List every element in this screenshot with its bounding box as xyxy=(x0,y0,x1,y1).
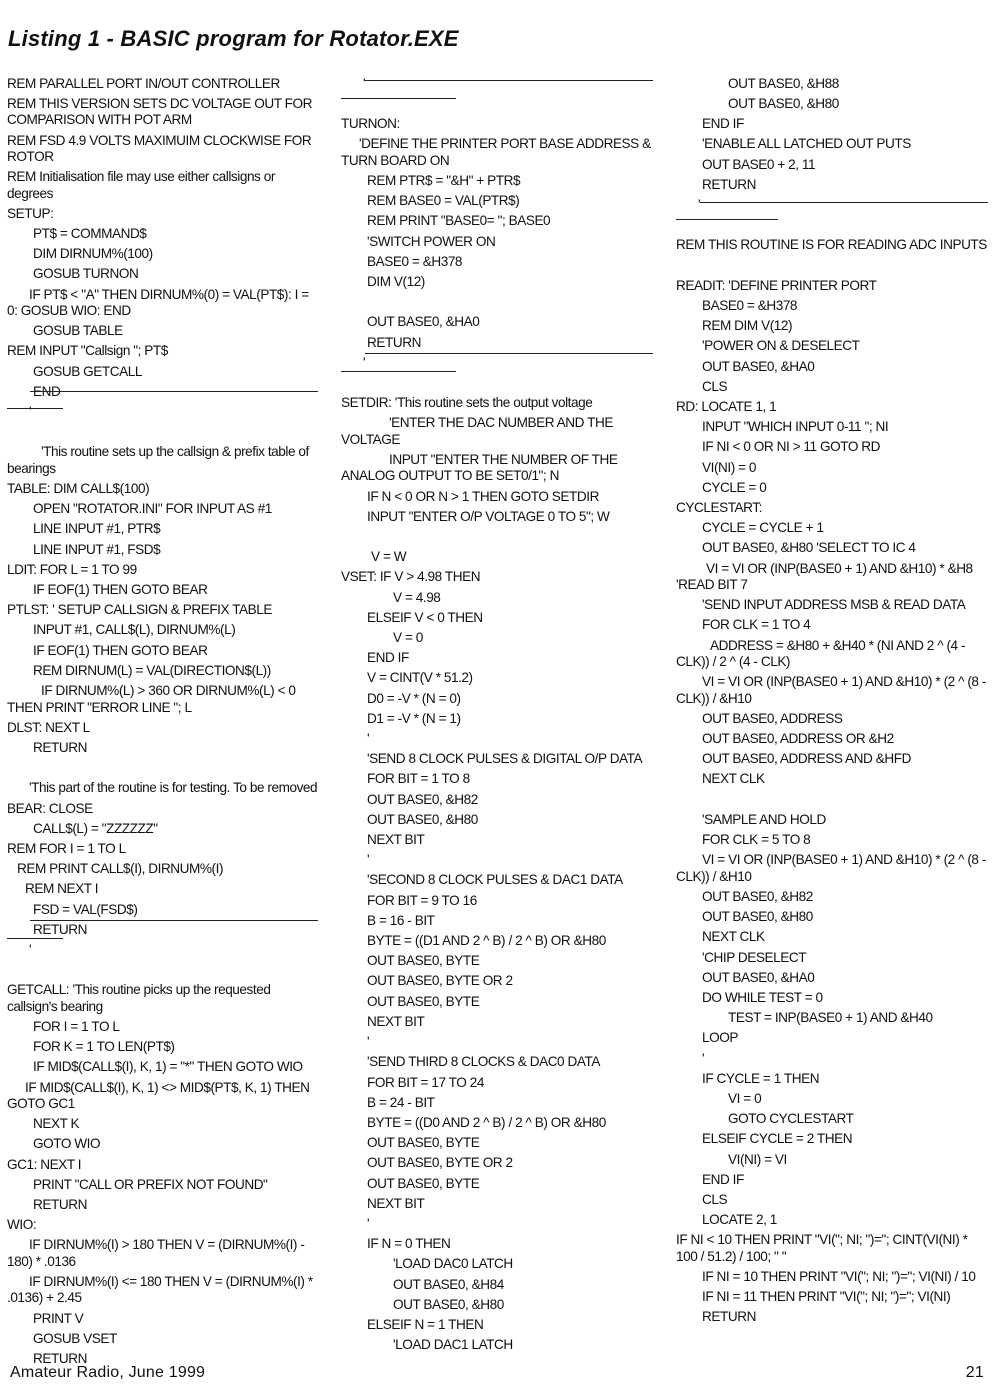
code-line: DO WHILE TEST = 0 xyxy=(702,989,823,1005)
code-line: FOR I = 1 TO L xyxy=(33,1018,120,1034)
code-line: PTLST: ' SETUP CALLSIGN & PREFIX TABLE xyxy=(7,602,273,618)
code-line: VI(NI) = 0 xyxy=(702,459,757,475)
code-line: V = CINT(V * 51.2) xyxy=(367,670,473,686)
code-line: REM Initialisation file may use either callsigns or degrees xyxy=(7,169,275,201)
code-line: BYTE = ((D1 AND 2 ^ B) / 2 ^ B) OR &H80 xyxy=(367,933,606,949)
code-line xyxy=(676,788,990,808)
code-line: 'This routine sets up the callsign & prefix table of bearings xyxy=(7,444,309,476)
code-line: IF DIRNUM%(I) <= 180 THEN V = (DIRNUM%(I) * .0136) + 2.45 xyxy=(7,1273,313,1306)
code-line: REM PARALLEL PORT IN/OUT CONTROLLER xyxy=(7,75,280,91)
code-line xyxy=(341,525,656,545)
code-line: OPEN "ROTATOR.INI" FOR INPUT AS #1 xyxy=(33,501,272,517)
code-line: BYTE = ((D0 AND 2 ^ B) / 2 ^ B) OR &H80 xyxy=(367,1114,606,1130)
page-number: 21 xyxy=(965,1364,984,1381)
code-line: FOR K = 1 TO LEN(PT$) xyxy=(33,1039,175,1055)
code-line: INPUT "ENTER O/P VOLTAGE 0 TO 5"; W xyxy=(367,508,610,524)
code-line: GOTO CYCLESTART xyxy=(728,1111,854,1127)
code-line: WIO: xyxy=(7,1217,37,1233)
code-line: TABLE: DIM CALL$(100) xyxy=(7,481,150,497)
code-line: REM PTR$ = "&H" + PTR$ xyxy=(367,173,521,188)
code-line: 'LOAD DAC1 LATCH xyxy=(393,1337,513,1353)
code-line: END xyxy=(33,383,61,399)
code-line: REM FSD 4.9 VOLTS MAXIMUIM CLOCKWISE FOR ROTOR xyxy=(7,132,312,165)
code-line: 'LOAD DAC0 LATCH xyxy=(393,1256,513,1272)
code-line: ELSEIF V < 0 THEN xyxy=(367,609,483,625)
separator-rule xyxy=(341,98,456,99)
code-line: OUT BASE0, &HA0 xyxy=(367,314,480,330)
code-column-3 xyxy=(676,72,990,1326)
code-line: 'SAMPLE AND HOLD xyxy=(702,811,826,827)
code-line: NEXT BIT xyxy=(367,1013,425,1029)
code-line: OUT BASE0, ADDRESS xyxy=(702,710,843,726)
code-line: OUT BASE0, ADDRESS OR &H2 xyxy=(702,731,894,747)
code-line: RETURN xyxy=(33,1350,87,1366)
code-line: LOOP xyxy=(702,1030,738,1046)
code-line: 'This part of the routine is for testing. To be removed xyxy=(29,780,318,796)
code-line xyxy=(341,371,656,391)
code-line: ' xyxy=(29,404,32,420)
code-line: IF N = 0 THEN xyxy=(367,1236,451,1252)
code-line: END IF xyxy=(367,650,409,666)
code-line: REM THIS VERSION SETS DC VOLTAGE OUT FOR COMPARISON WITH POT ARM xyxy=(7,96,313,128)
code-line: IF DIRNUM%(I) > 180 THEN V = (DIRNUM%(I) - 180) * .0136 xyxy=(7,1237,305,1269)
separator-rule xyxy=(341,371,456,372)
code-line: IF EOF(1) THEN GOTO BEAR xyxy=(33,642,208,658)
code-line: RETURN xyxy=(702,1309,756,1325)
code-line: IF NI = 10 THEN PRINT "VI("; NI; ")="; VI(NI) / 10 xyxy=(702,1268,976,1284)
code-column-1 xyxy=(7,72,320,1367)
code-line: END IF xyxy=(702,116,744,132)
code-line: D1 = -V * (N = 1) xyxy=(367,710,461,726)
code-line: IF CYCLE = 1 THEN xyxy=(702,1070,820,1086)
code-line: FOR BIT = 1 TO 8 xyxy=(367,771,470,787)
code-line: SETUP: xyxy=(7,205,54,221)
code-line: IF PT$ < "A" THEN DIRNUM%(0) = VAL(PT$): I = 0: GOSUB WIO: END xyxy=(7,286,309,319)
code-line: ELSEIF N = 1 THEN xyxy=(367,1316,484,1332)
code-line: CYCLESTART: xyxy=(676,500,762,516)
code-line: 'ENTER THE DAC NUMBER AND THE VOLTAGE xyxy=(341,415,613,447)
code-line: REM NEXT I xyxy=(25,881,99,897)
code-line: LDIT: FOR L = 1 TO 99 xyxy=(7,561,137,577)
code-line: GOSUB TABLE xyxy=(33,323,123,339)
code-line: B = 24 - BIT xyxy=(367,1094,435,1110)
code-line: END IF xyxy=(702,1171,744,1187)
code-line: OUT BASE0, ADDRESS AND &HFD xyxy=(702,751,911,767)
code-line: 'SEND INPUT ADDRESS MSB & READ DATA xyxy=(702,597,966,613)
code-line: DLST: NEXT L xyxy=(7,719,90,735)
code-line: REM BASE0 = VAL(PTR$) xyxy=(367,193,520,209)
code-line: FOR CLK = 1 TO 4 xyxy=(702,617,811,633)
separator-rule xyxy=(365,80,653,81)
code-line: OUT BASE0, &H82 xyxy=(367,791,478,807)
code-line: VI = VI OR (INP(BASE0 + 1) AND &H10) * (2 ^ (8 - CLK)) / &H10 xyxy=(676,674,986,706)
separator-rule xyxy=(700,202,988,203)
code-line: GOSUB VSET xyxy=(33,1330,117,1346)
code-line: IF N < 0 OR N > 1 THEN GOTO SETDIR xyxy=(367,488,599,504)
code-line: INPUT #1, CALL$(L), DIRNUM%(L) xyxy=(33,622,236,638)
code-line: OUT BASE0, &HA0 xyxy=(702,969,815,985)
code-line: INPUT "ENTER THE NUMBER OF THE ANALOG OUTPUT TO BE SET0/1"; N xyxy=(341,452,618,484)
code-line: GOTO WIO xyxy=(33,1136,101,1152)
code-line xyxy=(341,290,656,310)
listing-title: Listing 1 - BASIC program for Rotator.EXE xyxy=(8,26,459,51)
code-line: DIM DIRNUM%(100) xyxy=(33,246,153,262)
code-line: REM FOR I = 1 TO L xyxy=(7,840,126,856)
code-column-2 xyxy=(341,72,656,1354)
code-line: OUT BASE0, &H82 xyxy=(702,888,813,904)
code-line: 'SEND 8 CLOCK PULSES & DIGITAL O/P DATA xyxy=(367,751,643,767)
code-line: 'POWER ON & DESELECT xyxy=(702,338,860,354)
code-line: IF DIRNUM%(L) > 360 OR DIRNUM%(L) < 0 THEN PRINT "ERROR LINE "; L xyxy=(7,683,296,715)
code-line: CALL$(L) = "ZZZZZZ" xyxy=(33,820,158,836)
code-line: ' xyxy=(29,941,32,957)
code-line: VSET: IF V > 4.98 THEN xyxy=(341,569,481,585)
code-line: GOSUB TURNON xyxy=(33,266,139,282)
code-line: 'SWITCH POWER ON xyxy=(367,233,496,249)
code-line: FOR CLK = 5 TO 8 xyxy=(702,832,811,848)
code-line: NEXT K xyxy=(33,1116,80,1132)
code-line: OUT BASE0, BYTE xyxy=(367,953,480,969)
code-line: OUT BASE0, &H80 'SELECT TO IC 4 xyxy=(702,540,916,556)
code-line: ' xyxy=(367,731,370,747)
code-line: LINE INPUT #1, PTR$ xyxy=(33,521,161,537)
code-line: BASE0 = &H378 xyxy=(702,298,798,313)
code-line: INPUT "WHICH INPUT 0-11 "; NI xyxy=(702,419,889,435)
separator-rule xyxy=(7,408,63,409)
code-line: OUT BASE0, BYTE OR 2 xyxy=(367,1155,513,1171)
code-line: IF NI = 11 THEN PRINT "VI("; NI; ")="; VI(NI) xyxy=(702,1289,951,1305)
code-line: V = 4.98 xyxy=(393,589,441,605)
code-line: READIT: 'DEFINE PRINTER PORT xyxy=(676,277,877,293)
code-line: 'CHIP DESELECT xyxy=(702,949,807,965)
code-line: 'ENABLE ALL LATCHED OUT PUTS xyxy=(702,136,911,152)
code-line: RETURN xyxy=(702,176,756,192)
code-line: NEXT CLK xyxy=(702,771,765,787)
code-line: OUT BASE0, &H80 xyxy=(367,811,478,827)
code-line: VI = VI OR (INP(BASE0 + 1) AND &H10) * (2 ^ (8 - CLK)) / &H10 xyxy=(676,852,986,884)
separator-rule xyxy=(30,920,318,921)
code-line: BEAR: CLOSE xyxy=(7,800,93,816)
code-line: GC1: NEXT I xyxy=(7,1156,82,1172)
code-line: REM PRINT "BASE0= "; BASE0 xyxy=(367,213,551,229)
code-line: IF NI < 0 OR NI > 11 GOTO RD xyxy=(702,439,881,455)
code-line: SETDIR: 'This routine sets the output voltage xyxy=(341,395,593,411)
footer-publication: Amateur Radio, June 1999 xyxy=(10,1364,206,1381)
code-line xyxy=(7,756,320,776)
code-line: IF EOF(1) THEN GOTO BEAR xyxy=(33,582,208,598)
code-line: DIM V(12) xyxy=(367,274,425,290)
code-line: FOR BIT = 17 TO 24 xyxy=(367,1074,484,1090)
code-line: ' xyxy=(367,1034,370,1050)
code-line: FSD = VAL(FSD$) xyxy=(33,901,138,917)
code-line: OUT BASE0, BYTE OR 2 xyxy=(367,973,513,989)
code-line: ' xyxy=(363,354,366,370)
code-line: 'DEFINE THE PRINTER PORT BASE ADDRESS & TURN BOARD ON xyxy=(341,136,651,168)
code-line: ADDRESS = &H80 + &H40 * (NI AND 2 ^ (4 - CLK)) / 2 ^ (4 - CLK) xyxy=(676,637,966,670)
code-line: IF MID$(CALL$(I), K, 1) = "*" THEN GOTO WIO xyxy=(33,1059,303,1075)
code-line xyxy=(341,92,656,112)
code-line: TURNON: xyxy=(341,116,400,132)
code-line: LOCATE 2, 1 xyxy=(702,1212,777,1228)
code-line: OUT BASE0, &H88 xyxy=(728,75,839,91)
code-line: VI(NI) = VI xyxy=(728,1151,787,1167)
code-line: BASE0 = &H378 xyxy=(367,253,463,269)
code-line: CLS xyxy=(702,378,728,394)
code-line: 'SEND THIRD 8 CLOCKS & DAC0 DATA xyxy=(367,1054,600,1070)
code-line: B = 16 - BIT xyxy=(367,912,435,928)
code-line: OUT BASE0 + 2, 11 xyxy=(702,156,816,172)
code-line: V = W xyxy=(371,549,407,565)
code-line xyxy=(676,254,990,274)
code-line: OUT BASE0, &HA0 xyxy=(702,358,815,374)
code-line: RETURN xyxy=(33,1196,87,1212)
code-line: REM PRINT CALL$(I), DIRNUM%(I) xyxy=(17,861,224,877)
code-line: RETURN xyxy=(367,334,421,350)
code-line: D0 = -V * (N = 0) xyxy=(367,690,461,706)
code-line: OUT BASE0, BYTE xyxy=(367,1175,480,1191)
code-line: CYCLE = CYCLE + 1 xyxy=(702,520,824,536)
code-line: ' xyxy=(702,1050,705,1066)
code-line: OUT BASE0, BYTE xyxy=(367,1135,480,1151)
code-line: FOR BIT = 9 TO 16 xyxy=(367,892,477,908)
code-line: REM THIS ROUTINE IS FOR READING ADC INPUTS xyxy=(676,237,987,253)
code-line xyxy=(7,420,320,440)
code-line: OUT BASE0, BYTE xyxy=(367,993,480,1009)
code-line: TEST = INP(BASE0 + 1) AND &H40 xyxy=(728,1010,933,1026)
code-line: OUT BASE0, &H80 xyxy=(702,909,813,925)
code-line: IF MID$(CALL$(I), K, 1) <> MID$(PT$, K, 1) THEN GOTO GC1 xyxy=(7,1079,310,1111)
code-line: ' xyxy=(367,1215,370,1231)
code-line: IF NI < 10 THEN PRINT "VI("; NI; ")="; CINT(VI(NI) * 100 / 51.2) / 100; " " xyxy=(676,1232,968,1264)
separator-rule xyxy=(30,391,318,392)
separator-rule xyxy=(676,219,778,220)
code-line: PRINT V xyxy=(33,1310,84,1326)
code-line: REM DIM V(12) xyxy=(702,318,793,334)
code-line: RD: LOCATE 1, 1 xyxy=(676,399,777,415)
code-line: NEXT BIT xyxy=(367,832,425,848)
code-line: RETURN xyxy=(33,739,87,755)
code-line: CLS xyxy=(702,1191,728,1207)
code-line: OUT BASE0, &H80 xyxy=(393,1296,504,1312)
code-line xyxy=(676,213,990,233)
code-line: ' xyxy=(367,852,370,868)
code-line: VI = 0 xyxy=(728,1090,762,1106)
code-line: VI = VI OR (INP(BASE0 + 1) AND &H10) * &H8 'READ BIT 7 xyxy=(676,560,973,593)
code-line: ' xyxy=(698,197,701,213)
code-line: RETURN xyxy=(33,921,87,937)
code-line: GETCALL: 'This routine picks up the requested callsign's bearing xyxy=(7,982,271,1014)
code-line: 'SECOND 8 CLOCK PULSES & DAC1 DATA xyxy=(367,872,623,888)
code-line: OUT BASE0, &H84 xyxy=(393,1276,504,1292)
code-line: V = 0 xyxy=(393,630,423,646)
separator-rule xyxy=(7,938,63,939)
code-line: REM INPUT "Callsign "; PT$ xyxy=(7,343,168,359)
code-line: NEXT CLK xyxy=(702,929,765,945)
code-line: CYCLE = 0 xyxy=(702,479,767,495)
code-line: ELSEIF CYCLE = 2 THEN xyxy=(702,1131,853,1147)
code-line: REM DIRNUM(L) = VAL(DIRECTION$(L)) xyxy=(33,662,271,678)
separator-rule xyxy=(365,353,653,354)
code-line xyxy=(7,958,320,978)
code-line: PRINT "CALL OR PREFIX NOT FOUND" xyxy=(33,1176,268,1192)
code-line: NEXT BIT xyxy=(367,1195,425,1211)
code-line: ' xyxy=(363,75,366,91)
code-line: OUT BASE0, &H80 xyxy=(728,96,839,111)
code-line: PT$ = COMMAND$ xyxy=(33,226,147,242)
code-line: LINE INPUT #1, FSD$ xyxy=(33,541,161,557)
code-line: GOSUB GETCALL xyxy=(33,363,142,379)
